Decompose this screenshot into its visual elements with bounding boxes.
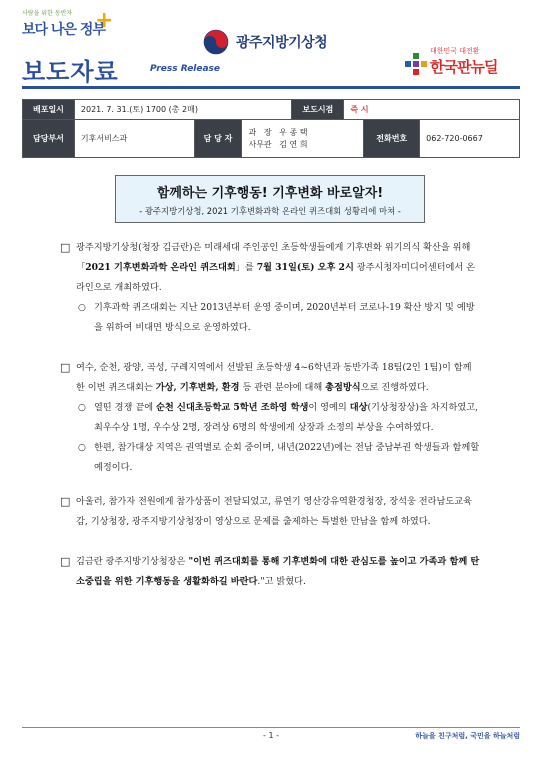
p1-text-3: 광주시청자미디어센터에서 온라인으로 개최하였다. xyxy=(76,262,476,293)
paragraph-1-sub xyxy=(60,298,480,338)
square-bullet-icon: □ xyxy=(60,495,71,508)
paragraph-2-sub-2 xyxy=(60,438,480,478)
new-deal-tagline: 대한민국 대전환 xyxy=(430,47,480,55)
square-bullet-icon: □ xyxy=(60,361,71,374)
manager-value xyxy=(242,120,364,158)
manager-line-2: 사무관 김 연 희 xyxy=(248,139,308,149)
agency-name: 광주지방기상청 xyxy=(236,35,328,51)
square-bullet-icon: □ xyxy=(60,241,71,254)
headline-box xyxy=(115,175,425,223)
release-date-value: 2021. 7. 31.(토) 1700 (총 2매) xyxy=(74,100,291,120)
circle-bullet-icon: ○ xyxy=(78,303,86,313)
header-divider xyxy=(22,86,520,89)
doc-type-title: 보도자료 xyxy=(22,58,119,86)
department-value: 기후서비스과 xyxy=(74,120,194,158)
p2-text-2: 등 관련 분야에 대해 xyxy=(239,382,326,393)
page-number: - 1 - xyxy=(263,731,279,740)
new-deal-logo xyxy=(404,46,528,82)
embargo-label: 보도시점 xyxy=(292,100,344,120)
p2-bold-1: 가상, 기후변화, 환경 xyxy=(155,382,240,393)
p1-bold-1: 2021 기후변화과학 온라인 퀴즈대회 xyxy=(85,262,236,273)
p2s1-bold-1: 순천 신대초등학교 5학년 조하영 학생 xyxy=(156,402,309,413)
slogan-small-text: 사람을 위한 동반자 xyxy=(22,10,73,17)
footer-slogan: 하늘을 친구처럼, 국민을 하늘처럼 xyxy=(415,732,520,740)
square-bullet-icon: □ xyxy=(60,555,71,568)
p2s1-text-2: 이 영예의 xyxy=(308,402,350,413)
manager-label: 담 당 자 xyxy=(194,120,242,158)
p2-text-1: 여수, 순천, 광양, 곡성, 구례지역에서 선발된 초등학생 4~6학년과 동반가족 18팀(2인 1팀)이 함께한 이번 퀴즈대회는 xyxy=(76,362,472,393)
footer-divider xyxy=(22,727,520,728)
paragraph-2-sub-1 xyxy=(60,398,480,438)
p4-text-2: ."고 밝혔다. xyxy=(257,576,306,587)
release-date-label: 배포일시 xyxy=(23,100,75,120)
p1-text-2: 」를 xyxy=(235,262,257,273)
p2s2-text: 한편, 참가대상 지역은 권역별로 순회 중이며, 내년(2022년)에는 전남 중남부권 학생들과 함께할 예정이다. xyxy=(94,442,480,473)
p1-bold-2: 7월 31일(토) 오후 2시 xyxy=(256,262,354,273)
phone-label: 전화번호 xyxy=(364,120,420,158)
release-info-table xyxy=(22,99,520,158)
doc-type-subtitle: Press Release xyxy=(150,64,221,74)
government-slogan-logo xyxy=(22,8,112,48)
department-label: 담당부서 xyxy=(23,120,75,158)
new-deal-name: 한국판뉴딜 xyxy=(430,58,498,76)
circle-bullet-icon: ○ xyxy=(78,443,86,453)
phone-value: 062-720-0667 xyxy=(420,120,520,158)
p1-text-1: 광주지방기상청(청장 김금란)은 미래세대 주인공인 초등학생들에게 기후변화 위기의식 확산을 위해 「 xyxy=(76,242,471,273)
p4-text-1: 김금란 광주지방기상청장은 xyxy=(76,556,189,567)
embargo-value: 즉 시 xyxy=(344,100,520,120)
plus-icon: + xyxy=(95,8,114,33)
p2-bold-2: 총점방식 xyxy=(325,382,361,393)
taegeuk-emblem-icon xyxy=(202,28,230,56)
p3-text: 아울러, 참가자 전원에게 참가상품이 전달되었고, 류연기 영산강유역환경청장, 장석웅 전라남도교육감, 기상청장, 광주지방기상청장이 영상으로 문제를 출제하는 특별한 만남을 함께 하였다. xyxy=(76,496,473,527)
manager-line-1: 과 장 우 종 택 xyxy=(248,127,308,137)
paragraph-2 xyxy=(60,358,480,398)
slogan-big-text: 보다 나은 정부 xyxy=(22,22,105,38)
p2-text-3: 으로 진행하였다. xyxy=(360,382,429,393)
p2s1-text-3: (기상청장상)을 차지하였고, 최우수상 1명, 우수상 2명, 장려상 6명의 학생에게 상장과 소정의 부상을 수여하였다. xyxy=(94,402,479,433)
headline-subtitle: - 광주지방기상청, 2021 기후변화과학 온라인 퀴즈대회 성황리에 마쳐 - xyxy=(139,206,401,216)
p2s1-text-1: 열띤 경쟁 끝에 xyxy=(94,402,157,413)
paragraph-1 xyxy=(60,238,480,298)
doc-type-block xyxy=(22,52,221,87)
paragraph-3 xyxy=(60,492,480,532)
p4-bold-quote: "이번 퀴즈대회를 통해 기후변화에 대한 관심도를 높이고 가족과 함께 탄소중립을 위한 기후행동을 생활화하길 바란다 xyxy=(76,556,480,587)
p1-sub-text: 기후과학 퀴즈대회는 지난 2013년부터 운영 중이며, 2020년부터 코로나-19 확산 방지 및 예방을 위하여 비대면 방식으로 운영하였다. xyxy=(94,302,475,333)
paragraph-4 xyxy=(60,552,480,592)
agency-logo xyxy=(202,28,327,56)
new-deal-emblem-icon xyxy=(404,52,428,76)
article-body xyxy=(60,238,480,592)
headline-title: 함께하는 기후행동! 기후변화 바로알자! xyxy=(156,186,384,201)
p2s1-bold-2: 대상 xyxy=(349,402,368,413)
circle-bullet-icon: ○ xyxy=(78,403,86,413)
